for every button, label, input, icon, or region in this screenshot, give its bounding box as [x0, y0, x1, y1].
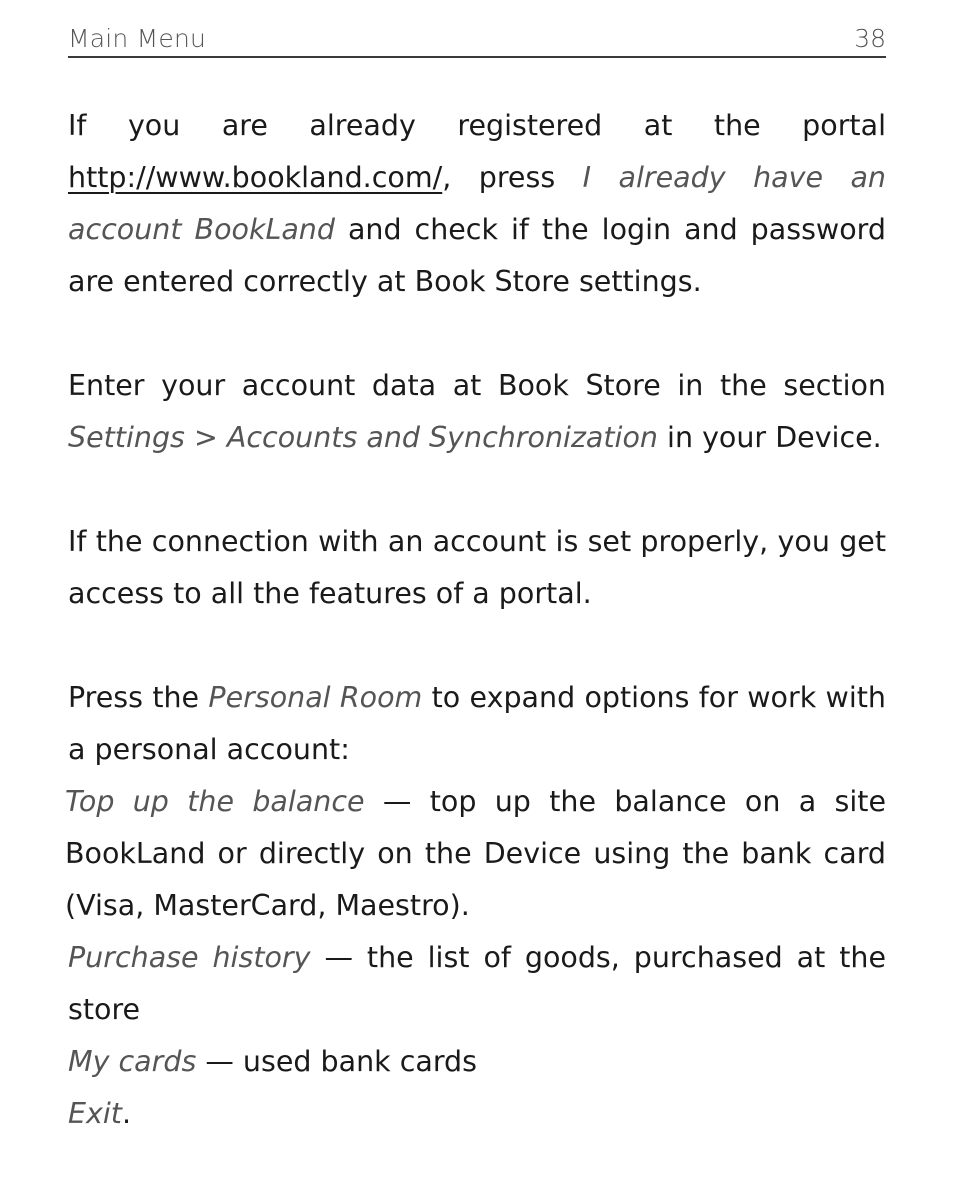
option-term: Top up the balance	[65, 785, 365, 818]
option-my-cards	[68, 1036, 886, 1088]
paragraph-connection	[68, 516, 886, 620]
option-term: Exit	[68, 1097, 122, 1130]
paragraph-account-data	[68, 360, 886, 464]
page-content	[65, 100, 886, 1140]
option-purchase-history	[68, 932, 886, 1036]
option-term: Purchase history	[68, 941, 311, 974]
paragraph-text: If the connection with an account is set properly, you get access to all the features of a portal.	[68, 525, 886, 610]
page-header	[68, 24, 886, 58]
option-top-up	[65, 776, 886, 932]
option-description: .	[121, 1097, 132, 1130]
bookland-link[interactable]: http://www.bookland.com/	[68, 161, 443, 194]
paragraph-text: Enter your account data at Book Store in the section	[68, 369, 886, 402]
paragraph-personal-room	[68, 672, 886, 776]
personal-room-reference: Personal Room	[208, 681, 423, 714]
option-exit	[68, 1088, 886, 1140]
button-reference: I already have an account BookLand	[68, 161, 886, 246]
paragraph-text: and check if the login and password are entered correctly at Book Store settings.	[68, 213, 886, 298]
section-title: Main Menu	[68, 24, 207, 53]
paragraph-registered	[68, 100, 886, 308]
paragraph-text: Press the	[68, 681, 209, 714]
page-number: 38	[854, 24, 886, 53]
paragraph-text: in your Device.	[657, 421, 882, 454]
option-description: — top up the balance on a site BookLand or directly on the Device using the bank card (Visa, MasterCard, Maestro).	[65, 785, 886, 922]
paragraph-text: to expand options for work with a personal account:	[68, 681, 886, 766]
paragraph-text: If you are already registered at the portal	[68, 109, 886, 142]
option-description: — the list of goods, purchased at the store	[68, 941, 886, 1026]
option-description: — used bank cards	[196, 1045, 477, 1078]
option-term: My cards	[68, 1045, 197, 1078]
settings-path-reference: Settings > Accounts and Synchronization	[68, 421, 658, 454]
paragraph-text: , press	[442, 161, 583, 194]
